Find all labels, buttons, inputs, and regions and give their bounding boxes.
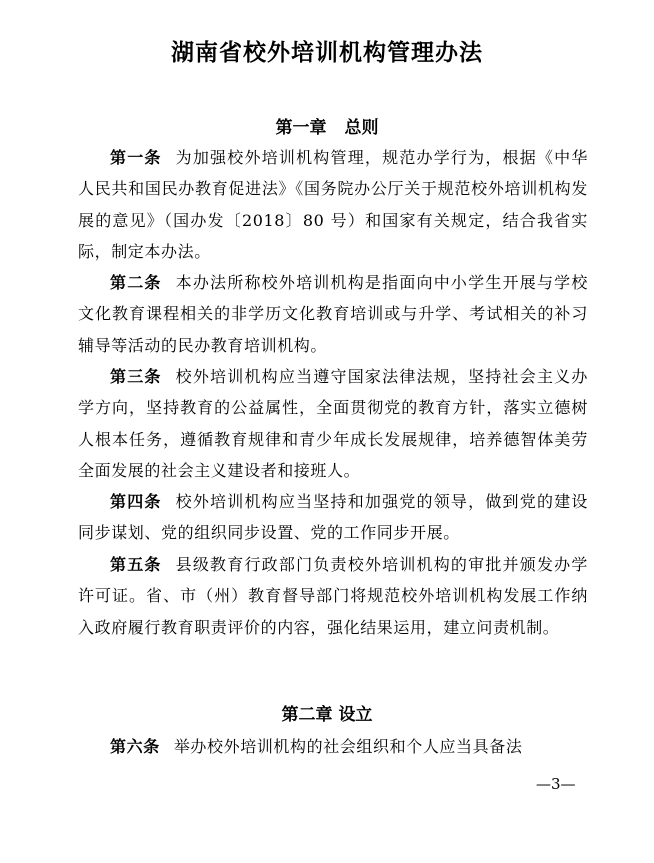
article-label: 第二条 xyxy=(110,273,162,292)
article-text: 本办法所称校外培训机构是指面向中小学生开展与学校文化教育课程相关的非学历文化教育培训或与升学、考试相关的补习辅导等活动的民办教育培训机构。 xyxy=(78,273,588,355)
article-6 xyxy=(78,731,588,762)
article-4 xyxy=(78,486,588,549)
article-label: 第五条 xyxy=(110,555,162,574)
article-5 xyxy=(78,549,588,643)
page-number: —3— xyxy=(536,775,576,793)
article-label: 第一条 xyxy=(110,148,162,167)
article-text: 县级教育行政部门负责校外培训机构的审批并颁发办学许可证。省、市（州）教育督导部门将规范校外培训机构发展工作纳入政府履行教育职责评价的内容，强化结果运用，建立问责机制。 xyxy=(78,555,588,637)
article-2 xyxy=(78,267,588,361)
chapter-name: 总则 xyxy=(344,118,379,138)
article-label: 第四条 xyxy=(110,492,162,511)
chapter-heading-1 xyxy=(0,115,654,141)
chapter-number: 第一章 xyxy=(275,118,327,138)
chapter-number: 第二章 xyxy=(281,705,333,725)
article-label: 第三条 xyxy=(110,367,162,386)
article-1 xyxy=(78,142,588,267)
article-text: 举办校外培训机构的社会组织和个人应当具备法 xyxy=(173,737,523,756)
article-text: 校外培训机构应当坚持和加强党的领导，做到党的建设同步谋划、党的组织同步设置、党的工作同步开展。 xyxy=(78,492,588,543)
chapter-heading-2 xyxy=(0,702,654,728)
article-label: 第六条 xyxy=(110,737,160,756)
article-text: 为加强校外培训机构管理，规范办学行为，根据《中华人民共和国民办教育促进法》《国务院办公厅关于规范校外培训机构发展的意见》（国办发〔2018〕80 号）和国家有关规定，结合我省实际，制定本办法。 xyxy=(78,148,588,261)
chapter-name: 设立 xyxy=(338,705,373,725)
article-3 xyxy=(78,361,588,486)
document-title: 湖南省校外培训机构管理办法 xyxy=(171,39,483,66)
article-text: 校外培训机构应当遵守国家法律法规，坚持社会主义办学方向，坚持教育的公益属性，全面贯彻党的教育方针，落实立德树人根本任务，遵循教育规律和青少年成长发展规律，培养德智体美劳全面发展的社会主义建设者和接班人。 xyxy=(78,367,588,480)
